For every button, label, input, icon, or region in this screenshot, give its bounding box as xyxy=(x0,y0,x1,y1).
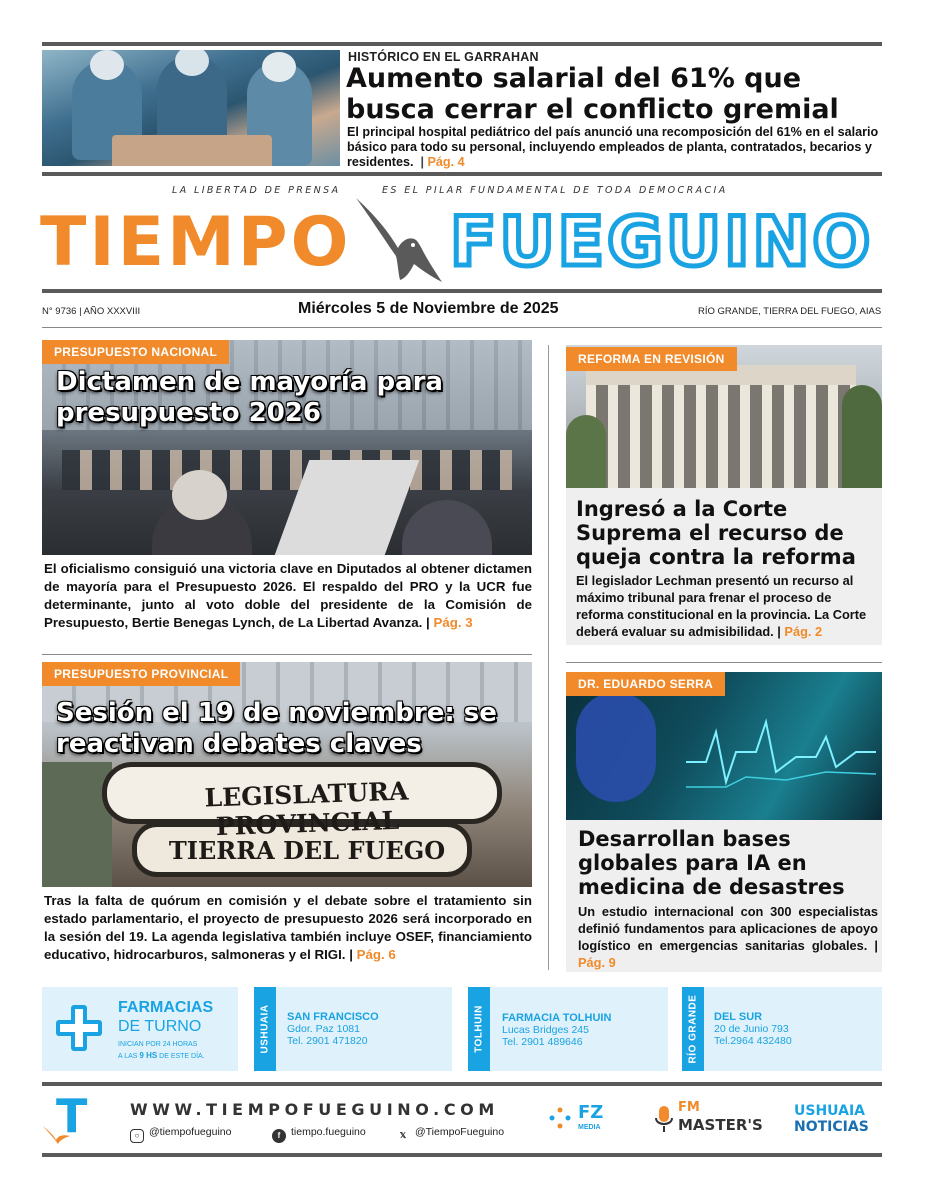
instagram-icon: ○ xyxy=(130,1129,144,1143)
fm-label: FM xyxy=(678,1100,700,1115)
serra-body: Un estudio internacional con 300 especialistas definió fundamentos para aplicaciones de apoyo logístico en emergencias sanitarias globales. | Pág. 9 xyxy=(578,904,878,970)
serra-kicker: DR. EDUARDO SERRA xyxy=(566,672,725,696)
national-body: El oficialismo consiguió una victoria clave en Diputados al obtener dictamen de mayoría para el Presupuesto 2026. El respaldo del PRO y la UCR fue determinante, junto al voto doble del presidente de la Comisión de Presupuesto, Bertie Benegas Lynch, de La Libertad Avanza. | Pág. 3 xyxy=(44,561,532,630)
pharmacy-address-1: Gdor. Paz 1081 xyxy=(287,1023,360,1035)
x-icon: 𝕏 xyxy=(399,1131,407,1140)
pharmacy-phone-2: Tel. 2901 489646 xyxy=(502,1036,583,1048)
reform-body: El legislador Lechman presentó un recurso al máximo tribunal para frenar el proceso de reforma constitucional en la provincia. La Corte deberá evaluar su admisibilidad. | Pág. 2 xyxy=(576,573,867,639)
masters-label: MASTER'S xyxy=(678,1116,763,1134)
pharmacy-note-2: A LAS 9 HS DE ESTE DÍA. xyxy=(118,1051,205,1060)
reform-page[interactable]: Pág. 2 xyxy=(784,624,823,639)
footer-bottom-rule xyxy=(42,1153,882,1157)
fz-media-title: FZ xyxy=(578,1102,604,1123)
right-column-divider xyxy=(566,662,882,663)
slogan-right: ES EL PILAR FUNDAMENTAL DE TODA DEMOCRACIA xyxy=(382,185,728,196)
pharmacy-phone-1: Tel. 2901 471820 xyxy=(287,1035,368,1047)
footer-logo[interactable] xyxy=(42,1089,102,1148)
slogan-left: LA LIBERTAD DE PRENSA xyxy=(172,185,341,196)
masthead-top-rule xyxy=(42,172,882,176)
masthead-name-left[interactable]: TIEMPO xyxy=(40,203,352,282)
legislature-photo xyxy=(42,662,532,887)
top-story-title[interactable]: Aumento salarial del 61% que busca cerrar el conflicto gremial xyxy=(346,63,839,125)
column-divider xyxy=(548,345,549,970)
date-bottom-rule xyxy=(42,327,882,328)
serra-page[interactable]: Pág. 9 xyxy=(578,955,616,970)
national-kicker: PRESUPUESTO NACIONAL xyxy=(42,340,229,364)
instagram-link[interactable]: ○ @tiempofueguino xyxy=(130,1126,231,1143)
pharmacy-name-1: SAN FRANCISCO xyxy=(287,1011,379,1023)
top-story-kicker: HISTÓRICO EN EL GARRAHAN xyxy=(348,50,539,64)
pharmacy-city-tolhuin: TOLHUIN xyxy=(468,987,490,1071)
provincial-page[interactable]: Pág. 6 xyxy=(356,947,396,962)
fz-media-sub: MEDIA xyxy=(578,1124,601,1131)
pharmacy-address-2: Lucas Bridges 245 xyxy=(502,1024,589,1036)
top-story-body: El principal hospital pediátrico del país anunció una recomposición del 61% en el salario básico para todo su personal, incluyendo empleados de planta, contratados, becarios y residentes. | Pág. 4 xyxy=(347,125,879,169)
pharmacy-name-3: DEL SUR xyxy=(714,1011,763,1023)
ushuaia-noticias-logo[interactable] xyxy=(794,1104,884,1138)
reform-kicker: REFORMA EN REVISIÓN xyxy=(566,347,737,371)
pharmacy-city-ushuaia: USHUAIA xyxy=(254,987,276,1071)
pharmacy-note-1: INICIAN POR 24 HORAS xyxy=(118,1041,198,1048)
surgery-photo xyxy=(42,50,340,166)
website-link[interactable]: WWW.TIEMPOFUEGUINO.COM xyxy=(130,1100,499,1119)
fm-masters-logo[interactable] xyxy=(654,1100,764,1140)
provincial-kicker: PRESUPUESTO PROVINCIAL xyxy=(42,662,240,686)
microphone-icon xyxy=(654,1104,674,1134)
top-story-page[interactable]: Pág. 4 xyxy=(427,155,465,169)
ushuaia-label: USHUAIA xyxy=(794,1103,865,1119)
albatross-logo-icon xyxy=(350,190,450,290)
pharmacy-title-2: DE TURNO xyxy=(118,1018,202,1035)
left-column-divider xyxy=(42,654,532,655)
noticias-label: NOTICIAS xyxy=(794,1119,869,1135)
legislature-sign-line1: LEGISLATURA PROVINCIAL xyxy=(204,776,409,842)
facebook-icon: f xyxy=(272,1129,286,1143)
masthead-bottom-rule xyxy=(42,289,882,293)
top-rule xyxy=(42,42,882,46)
footer-top-rule xyxy=(42,1082,882,1086)
legislature-sign-line2: TIERRA DEL FUEGO xyxy=(168,836,446,865)
footer-bird-icon xyxy=(42,1122,72,1146)
national-text: El oficialismo consiguió una victoria clave en Diputados al obtener dictamen de mayoría para el Presupuesto 2026. El respaldo del PRO y la UCR fue determinante, junto al voto doble del presidente de la Comisión de Presupuesto, Bertie Benegas Lynch, de La Libertad Avanza. xyxy=(44,561,532,630)
edition-date: Miércoles 5 de Noviembre de 2025 xyxy=(298,300,559,317)
footer-logo-letter: T xyxy=(56,1089,88,1143)
pharmacy-cross-icon xyxy=(56,1005,102,1051)
top-story-text: El principal hospital pediátrico del país anunció una recomposición del 61% en el salario básico para todo su personal, incluyendo empleados de planta, contratados, becarios y residentes. xyxy=(347,125,879,169)
provincial-text: Tras la falta de quórum en comisión y el debate sobre el tratamiento sin estado parlamentario, el proyecto de presupuesto 2026 será incorporado en la sesión del 19. La agenda legislativa también incluye OSEF, financiamiento educativo, hidrocarburos, salmoneras y el RIGI. xyxy=(44,893,532,962)
national-title[interactable]: Dictamen de mayoría para presupuesto 2026 xyxy=(56,367,443,428)
pharmacy-name-2: FARMACIA TOLHUIN xyxy=(502,1012,612,1024)
x-link[interactable]: 𝕏 @TiempoFueguino xyxy=(396,1126,504,1144)
pharmacy-address-3: 20 de Junio 793 xyxy=(714,1023,789,1035)
provincial-title[interactable]: Sesión el 19 de noviembre: se reactivan debates claves xyxy=(56,698,497,759)
serra-title[interactable]: Desarrollan bases globales para IA en medicina de desastres xyxy=(578,827,845,899)
issue-number: N° 9736 | AÑO XXXVIII xyxy=(42,306,141,317)
fz-media-logo[interactable] xyxy=(548,1102,608,1138)
edition-location: RÍO GRANDE, TIERRA DEL FUEGO, AIAS xyxy=(698,306,882,317)
national-page[interactable]: Pág. 3 xyxy=(433,615,473,630)
serra-text: Un estudio internacional con 300 especialistas definió fundamentos para aplicaciones de apoyo logístico en emergencias sanitarias globales. xyxy=(578,904,878,953)
facebook-link[interactable]: f tiempo.fueguino xyxy=(272,1126,366,1143)
reform-text: El legislador Lechman presentó un recurso al máximo tribunal para frenar el proceso de reforma constitucional en la provincia. La Corte deberá evaluar su admisibilidad. xyxy=(576,573,867,639)
pharmacy-phone-3: Tel.2964 432480 xyxy=(714,1035,792,1047)
fz-media-dots-icon xyxy=(548,1106,572,1130)
pharmacy-city-rio-grande: RÍO GRANDE xyxy=(682,987,704,1071)
provincial-body: Tras la falta de quórum en comisión y el debate sobre el tratamiento sin estado parlamentario, el proyecto de presupuesto 2026 será incorporado en la sesión del 19. La agenda legislativa también incluye OSEF, financiamiento educativo, hidrocarburos, salmoneras y el RIGI. | Pág. 6 xyxy=(44,893,532,962)
masthead-name-right[interactable]: FUEGUINO xyxy=(450,203,874,282)
reform-title[interactable]: Ingresó a la Corte Suprema el recurso de queja contra la reforma xyxy=(576,497,856,569)
pharmacy-title-1: FARMACIAS xyxy=(118,999,214,1016)
